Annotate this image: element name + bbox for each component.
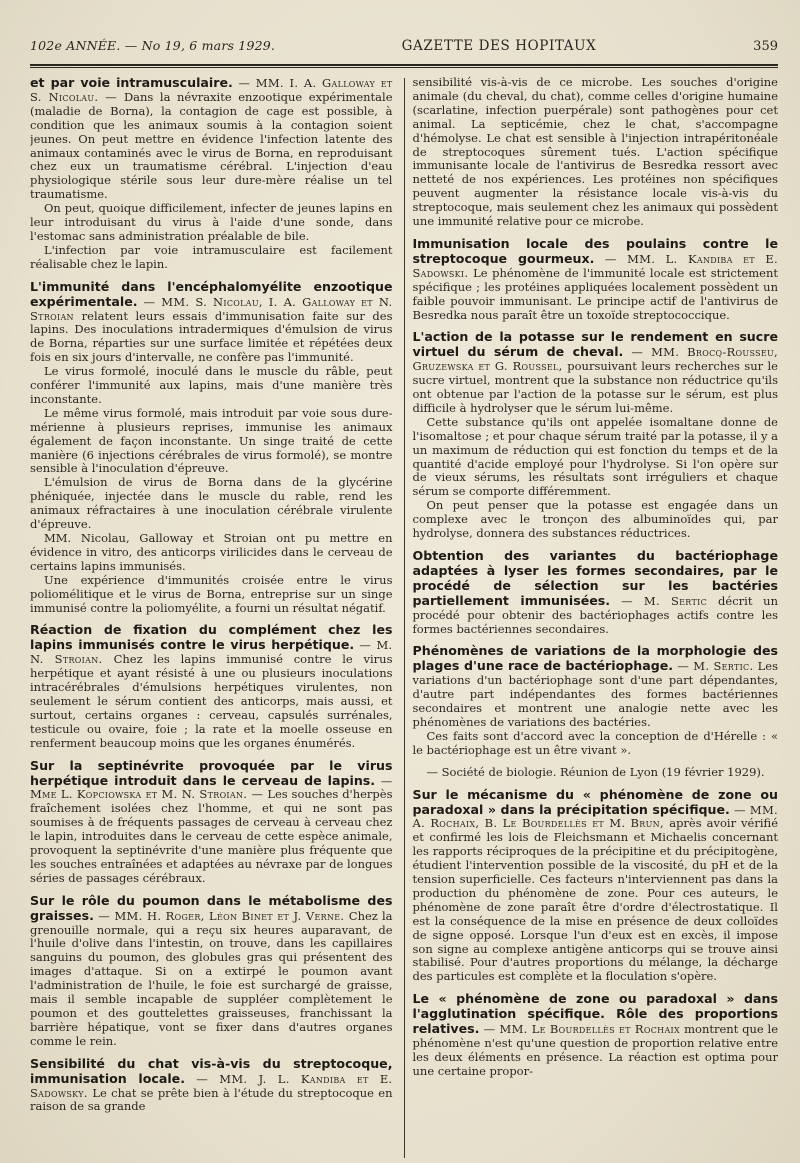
article-paragraph: Cette substance qu'ils ont appelée isomaltane donne de l'isomaltose ; et pour chaque sérum traité par la potasse, il y a un maximum de réduction qui est fonction du temps et de la quantité d'acide employé pour l'hydrolyse. Si l'on opère sur de vieux sérums, les résultats sont irréguliers et chaque sérum se comporte différemment. bbox=[412, 414, 778, 499]
article-authors: — MM. I. A. Galloway et S. Nicolau. — bbox=[30, 76, 393, 104]
article-paragraph: Les souches d'herpès fraîchement isolées chez l'homme, et qui ne sont pas soumises à de fréquents passages de cerveau à cerveau chez le lapin, introduites dans le cerveau de cette espèce animale, provoquent la septinévrite d'une manière plus fréquente que les souches entraînées et adaptées au névraxe par de longues séries de passages cérébraux. bbox=[30, 787, 393, 885]
article-paragraph: Dans la névraxite enzootique expérimentale (maladie de Borna), la contagion de cage est possible, à condition que les animaux soumis à la contagion soient jeunes. On peut mettre en évidence l'infection latente des animaux contaminés avec le virus de Borna, en reproduisant chez eux un traumatisme cérébral. L'injection d'eau physiologique stérile sous leur dure-mère réalise un tel traumatisme. bbox=[30, 89, 393, 202]
article-immunite-encephalomyelite bbox=[30, 280, 393, 616]
article-paragraph: Le virus formolé, inoculé dans le muscle du râble, peut conférer l'immunité aux lapins, mais d'une manière très inconstante. bbox=[30, 364, 393, 406]
article-title: Sur le rôle du poumon dans le métabolisme des graisses. bbox=[30, 892, 393, 923]
article-paragraph: Chez la grenouille normale, qui a reçu six heures auparavant, de l'huile d'olive dans l'intestin, on trouve, dans les capillaires sanguins du poumon, des globules gras qui présentent des images d'attaque. Si on a extirpé le poumon avant l'administration de l'huile, le foie est surchargé de graisse, mais il semble incapable de suppléer complètement le poumon et des gouttelettes graisseuses, franchissant la barrière hépatique, vont se fixer dans d'autres organes comme le rein. bbox=[30, 908, 393, 1048]
society-heading bbox=[413, 766, 779, 780]
article-authors: — Mme L. Kopciowska et M. N. Stroian. — bbox=[30, 773, 393, 802]
article-paragraph: Une expérience d'immunités croisée entre le virus poliomélitique et le virus de Borna, entreprise sur un singe immunisé contre la poliomyélite, a fourni un résultat négatif. bbox=[30, 572, 393, 615]
article-authors: — MM. A. Rochaix, B. Le Bourdellès et M. Brun, bbox=[412, 802, 778, 831]
article-authors: — M. Sertic bbox=[610, 593, 719, 608]
article-paragraph: après avoir vérifié et confirmé les lois de Fleichsmann et Michaelis concernant les rapports réciproques de la précipitine et du précipitogène, étudient l'intervention possible de la viscosité, du pH et de la tension superficielle. Ces facteurs n'interviennent pas dans la production du phénomène de zone. Pour ces auteurs, le phénomène de zone paraît être d'ordre d'électrostatique. Il est la conséquence de la mise en présence de deux colloïdes de signe opposé. Lorsque l'un d'eux est en excès, il impose son signe au complexe antigène anticorps qui se trouve ainsi stabilisé. Pour d'autres proportions du mélange, la décharge des particules est complète et la floculation s'opère. bbox=[412, 816, 778, 984]
article-paragraph: Le même virus formolé, mais introduit par voie sous dure-mérienne à plusieurs reprises, immunise les animaux également de façon inconstante. Un singe traité de cette manière (6 injections cérébrales de virus formolé), se montre sensible à l'inoculation d'épreuve. bbox=[30, 405, 393, 476]
article-paragraph: Le chat se prête bien à l'étude du streptocoque en raison de sa grande bbox=[30, 1085, 393, 1114]
article-galloway-nicolau bbox=[30, 76, 393, 272]
article-title: Le « phénomène de zone ou paradoxal » dans l'agglutination spécifique. Rôle des proportions relatives. bbox=[412, 991, 778, 1037]
article-title: L'action de la potasse sur le rendement en sucre virtuel du sérum de cheval. bbox=[412, 329, 778, 360]
society-line: — Société de biologie. Réunion de Lyon (19 février 1929). bbox=[426, 764, 765, 779]
article-title: Sur la septinévrite provoquée par le virus herpétique introduit dans le cerveau de lapins. bbox=[30, 757, 393, 788]
article-authors: — MM. L. Kandiba et E. Sadowski. bbox=[412, 251, 778, 280]
article-paragraph: relatent leurs essais d'immunisation faite sur des lapins. Des inoculations intradermiques d'émulsion de virus de Borna, réparties sur une surface limitée et répétées deux fois en six jours d'intervalle, ne confère pas l'immunité. bbox=[30, 308, 393, 365]
article-authors: — MM. Brocq-Rousseu, Gruzewska et G. Roussel, bbox=[412, 345, 778, 374]
article-title: Réaction de fixation du complément chez les lapins immunisés contre le virus herpétique. bbox=[30, 622, 393, 653]
article-paragraph: Les variations d'un bactériophage sont d'une part dépendantes, d'autre part indépendantes des formes bactériennes secondaires et montrent une analogie nette avec les phénomènes de variations des bactéries. bbox=[412, 659, 778, 729]
article-title: Phénomènes de variations de la morphologie des plages d'une race de bactériophage. bbox=[412, 643, 778, 674]
article-paragraph: On peut penser que la potasse est engagée dans un complexe avec le tronçon des albuminoïdes qui, par hydrolyse, donnera des substances réductrices. bbox=[412, 498, 778, 541]
article-poulains-streptocoque bbox=[413, 237, 779, 322]
article-phenomene-zone-agglutination bbox=[413, 992, 779, 1078]
right-column bbox=[409, 76, 779, 1158]
article-sensibilite-chat bbox=[30, 1057, 393, 1115]
article-septinevrite bbox=[30, 759, 393, 886]
article-paragraph: L'infection par voie intramusculaire est facilement réalisable chez le lapin. bbox=[30, 242, 393, 271]
article-paragraph: Chez les lapins immunisé contre le virus herpétique et ayant résisté à une ou plusieurs inoculations intracérébrales d'émulsions herpétiques virulentes, non seulement le sérum contient des anticorps, mais aussi, et surtout, certains organes : cerveau, capsulés surrénales, testicule ou ovaire, foie ; la rate et la moelle osseuse en renferment beaucoup moins que les organes énumérés. bbox=[30, 652, 393, 750]
article-paragraph: On peut, quoique difficilement, infecter de jeunes lapins en leur introduisant du virus à l'aide d'une sonde, dans l'estomac sans administration préalable de bile. bbox=[30, 201, 393, 243]
header-rule bbox=[30, 64, 778, 68]
article-authors: — M. N. Stroian. bbox=[30, 638, 393, 667]
article-title: Immunisation locale des poulains contre le streptocoque gourmeux. bbox=[412, 235, 778, 266]
article-phenomene-zone-precipitation bbox=[413, 788, 779, 985]
issue-line: 102e ANNÉE. — No 19, 6 mars 1929. bbox=[30, 38, 276, 53]
article-plages-bacteriophage bbox=[413, 644, 779, 757]
left-column bbox=[30, 76, 400, 1158]
article-paragraph: sensibilité vis-à-vis de ce microbe. Les souches d'origine animale (du cheval, du chat), comme celles d'origine humaine (scarlatine, infection puerpérale) sont pathogènes pour cet animal. La septicémie, chez le chat, s'accompagne d'hémolyse. Le chat est sensible à l'injection intrapéritonéale de streptocoques sûrement tués. L'action spécifique immunisante locale de l'antivirus de Besredka ressort avec netteté de nos expériences. Les protéines non spécifiques peuvent augmenter la résistance locale vis-à-vis du streptocoque, mais seulement chez les animaux qui possèdent une immunité relative pour ce microbe. bbox=[412, 76, 778, 229]
article-paragraph: Le phénomène de l'immunité locale est strictement spécifique ; les protéines appliquées localement possèdent un faible pouvoir immunisant. Le principe actif de l'antivirus de Besredka nous paraît être un toxoïde streptococcique. bbox=[412, 265, 778, 322]
article-poumon-graisses bbox=[30, 894, 393, 1049]
article-title: et par voie intramusculaire. bbox=[30, 76, 233, 90]
article-variantes-bacteriophage bbox=[413, 549, 779, 636]
article-title: Obtention des variantes du bactériophage adaptées à lyser les formes secondaires, par le procédé de sélection sur les bactéries partiellement immunisées. bbox=[412, 548, 778, 608]
article-paragraph: Ces faits sont d'accord avec la conception de d'Hérelle : « le bactériophage est un être vivant ». bbox=[412, 728, 778, 757]
article-authors: — M. Sertic. bbox=[673, 659, 758, 674]
article-title: L'immunité dans l'encéphalomyélite enzootique expérimentale. bbox=[30, 278, 393, 309]
article-paragraph: L'émulsion de virus de Borna dans de la glycérine phéniquée, injectée dans le muscle du rable, rend les animaux réfractaires à une inoculation cérébrale virulente d'épreuve. bbox=[30, 475, 393, 532]
article-sensibilite-chat-continued bbox=[413, 76, 779, 229]
article-authors: — MM. H. Roger, Léon Binet et J. Verne. bbox=[93, 908, 349, 923]
page-number: 359 bbox=[753, 39, 778, 54]
article-paragraph: MM. Nicolau, Galloway et Stroian ont pu mettre en évidence in vitro, des anticorps virilicides dans le cerveau de certains lapins immunisés. bbox=[30, 531, 393, 573]
two-column-body bbox=[30, 76, 778, 1158]
journal-title: GAZETTE DES HOPITAUX bbox=[401, 38, 597, 54]
article-potasse-sucre bbox=[413, 330, 779, 541]
article-paragraph: poursuivant leurs recherches sur le sucre virtuel, montrent que la substance non réductrice qu'ils ont obtenue par l'action de la potasse sur le sérum, est plus difficile à hydrolyser que le sérum lui-même. bbox=[412, 359, 778, 415]
article-authors: — MM. J. L. Kandiba et E. Sadowsky. bbox=[30, 1071, 393, 1100]
running-header bbox=[30, 38, 778, 62]
article-paragraph: montrent que le phénomène n'est qu'une question de proportion relative entre les deux éléments en présence. La réaction est optima pour une certaine propor- bbox=[412, 1022, 778, 1078]
article-authors: — MM. S. Nicolau, I. A. Galloway et N. Stroian bbox=[30, 294, 393, 323]
article-title: Sensibilité du chat vis-à-vis du streptocoque, immunisation locale. bbox=[30, 1055, 393, 1086]
article-authors: — MM. Le Bourdellès et Rochaix bbox=[479, 1022, 685, 1037]
article-title: Sur le mécanisme du « phénomène de zone ou paradoxal » dans la précipitation spécifique. bbox=[412, 786, 778, 817]
article-paragraph: décrit un procédé pour obtenir des bactériophages actifs contre les formes bactériennes secondaires. bbox=[412, 593, 778, 636]
article-fixation-complement bbox=[30, 623, 393, 750]
column-divider bbox=[404, 78, 405, 1158]
